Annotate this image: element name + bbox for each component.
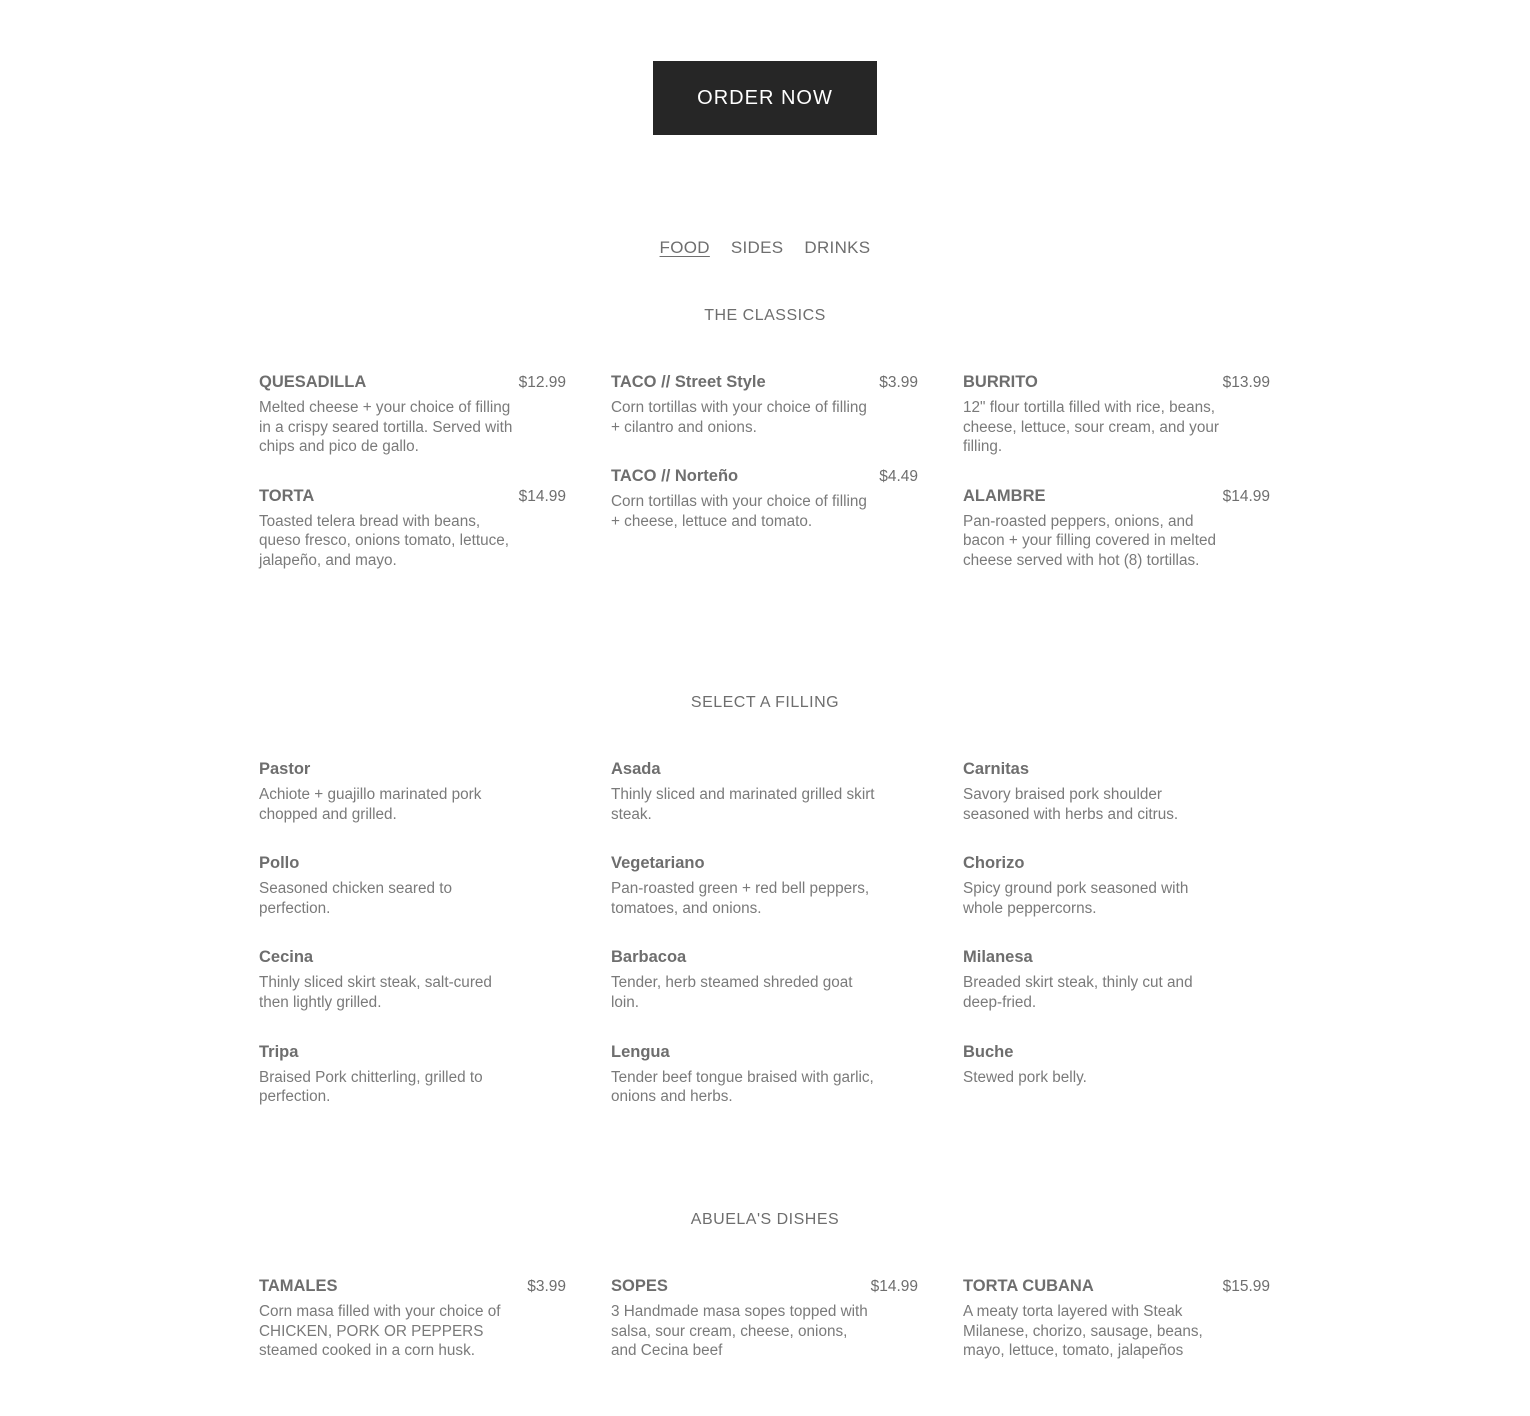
item-description: Tender, herb steamed shreded goat loin.	[611, 974, 853, 1011]
menu-item-torta-cubana	[963, 1277, 1270, 1361]
item-name: BURRITO	[963, 373, 1038, 391]
filling-item-cecina	[259, 948, 566, 1012]
item-price: $14.99	[1222, 487, 1270, 505]
section-title-fillings: SELECT A FILLING	[690, 694, 840, 711]
menu-item-sopes	[611, 1277, 918, 1361]
filling-item-asada	[611, 760, 918, 824]
filling-item-pastor	[259, 760, 566, 824]
item-description: Pan-roasted peppers, onions, and bacon + your filling covered in melted cheese served with hot (8) tortillas.	[963, 512, 1216, 569]
item-price: $3.99	[879, 374, 918, 391]
menu-item-taco-street	[611, 373, 918, 437]
item-name: Pollo	[259, 854, 300, 873]
item-price: $14.99	[870, 1278, 918, 1295]
item-name: Chorizo	[963, 854, 1025, 873]
filling-item-barbacoa	[611, 948, 918, 1012]
menu-item-taco-norteno	[611, 467, 918, 531]
filling-item-pollo	[259, 854, 566, 918]
tab-food[interactable]: FOOD	[659, 238, 710, 257]
item-description: Melted cheese + your choice of filling in a crispy seared tortilla. Served with chips and pico de gallo.	[259, 399, 513, 456]
order-now-button[interactable]: ORDER NOW	[653, 61, 877, 135]
menu-item-burrito	[963, 373, 1270, 457]
filling-item-milanesa	[963, 948, 1270, 1012]
item-description: Pan-roasted green + red bell peppers, tomatoes, and onions.	[611, 880, 870, 917]
item-price: $15.99	[1222, 1278, 1270, 1295]
item-description: A meaty torta layered with Steak Milanese, chorizo, sausage, beans, mayo, lettuce, tomato, jalapeños	[963, 1303, 1203, 1360]
section-title-abuela: ABUELA'S DISHES	[690, 1211, 840, 1228]
item-name: QUESADILLA	[259, 373, 367, 391]
item-description: 12" flour tortilla filled with rice, beans, cheese, lettuce, sour cream, and your filling.	[963, 399, 1219, 456]
item-description: 3 Handmade masa sopes topped with salsa, sour cream, cheese, onions, and Cecina beef	[611, 1303, 868, 1360]
item-name: Vegetariano	[611, 854, 705, 873]
classics-column-2	[611, 373, 918, 561]
item-description: Savory braised pork shoulder seasoned with herbs and citrus.	[963, 786, 1179, 823]
filling-item-vegetariano	[611, 854, 918, 918]
menu-item-quesadilla	[259, 373, 566, 457]
fillings-column-1	[259, 760, 566, 1137]
section-title-classics: THE CLASSICS	[704, 307, 826, 324]
item-name: Tripa	[259, 1042, 299, 1061]
item-price: $13.99	[1222, 374, 1270, 391]
item-name: TACO // Street Style	[611, 373, 766, 391]
item-name: TORTA CUBANA	[963, 1277, 1094, 1295]
item-name: Cecina	[259, 948, 314, 967]
item-name: Asada	[611, 760, 661, 778]
item-price: $12.99	[518, 374, 566, 391]
item-description: Breaded skirt steak, thinly cut and deep-fried.	[963, 974, 1193, 1011]
item-name: ALAMBRE	[963, 486, 1046, 505]
tab-drinks[interactable]: DRINKS	[804, 238, 871, 257]
item-name: TACO // Norteño	[611, 467, 739, 486]
abuela-column-2	[611, 1277, 918, 1391]
item-name: TORTA	[259, 486, 315, 505]
fillings-column-2	[611, 760, 918, 1137]
item-price: $3.99	[527, 1278, 566, 1295]
menu-item-torta	[259, 487, 566, 571]
item-name: Barbacoa	[611, 948, 687, 967]
item-description: Braised Pork chitterling, grilled to perfection.	[259, 1068, 483, 1106]
filling-item-carnitas	[963, 760, 1270, 824]
item-description: Corn tortillas with your choice of filling + cheese, lettuce and tomato.	[611, 493, 867, 530]
item-description: Achiote + guajillo marinated pork chopped and grilled.	[259, 786, 482, 823]
item-description: Seasoned chicken seared to perfection.	[259, 880, 453, 917]
item-name: Milanesa	[963, 948, 1033, 967]
filling-item-chorizo	[963, 854, 1270, 918]
abuela-column-3	[963, 1277, 1270, 1391]
classics-column-1	[259, 373, 566, 601]
abuela-column-1	[259, 1277, 566, 1391]
classics-column-3	[963, 373, 1270, 601]
menu-item-tamales	[259, 1277, 566, 1361]
item-name: TAMALES	[259, 1277, 338, 1295]
item-description: Thinly sliced skirt steak, salt-cured then lightly grilled.	[259, 974, 492, 1011]
item-name: SOPES	[611, 1277, 668, 1295]
item-price: $14.99	[518, 487, 566, 505]
item-name: Pastor	[259, 760, 311, 778]
item-description: Toasted telera bread with beans, queso fresco, onions tomato, lettuce, jalapeño, and mayo.	[259, 512, 509, 569]
item-description: Tender beef tongue braised with garlic, onions and herbs.	[611, 1068, 874, 1106]
filling-item-buche	[963, 1043, 1270, 1088]
fillings-column-3	[963, 760, 1270, 1117]
item-name: Carnitas	[963, 760, 1030, 778]
item-description: Spicy ground pork seasoned with whole peppercorns.	[963, 880, 1189, 917]
menu-item-alambre	[963, 487, 1270, 571]
item-description: Corn masa filled with your choice of CHICKEN, PORK OR PEPPERS steamed cooked in a corn husk.	[259, 1303, 501, 1360]
item-price: $4.49	[879, 468, 918, 486]
item-description: Thinly sliced and marinated grilled skirt steak.	[611, 786, 875, 823]
menu-tabs	[0, 238, 1530, 258]
filling-item-lengua	[611, 1043, 918, 1107]
item-name: Buche	[963, 1042, 1014, 1061]
tab-sides[interactable]: SIDES	[730, 238, 784, 257]
item-name: Lengua	[611, 1042, 670, 1061]
filling-item-tripa	[259, 1043, 566, 1107]
item-description: Corn tortillas with your choice of filling + cilantro and onions.	[611, 399, 867, 436]
item-description: Stewed pork belly.	[963, 1068, 1087, 1086]
